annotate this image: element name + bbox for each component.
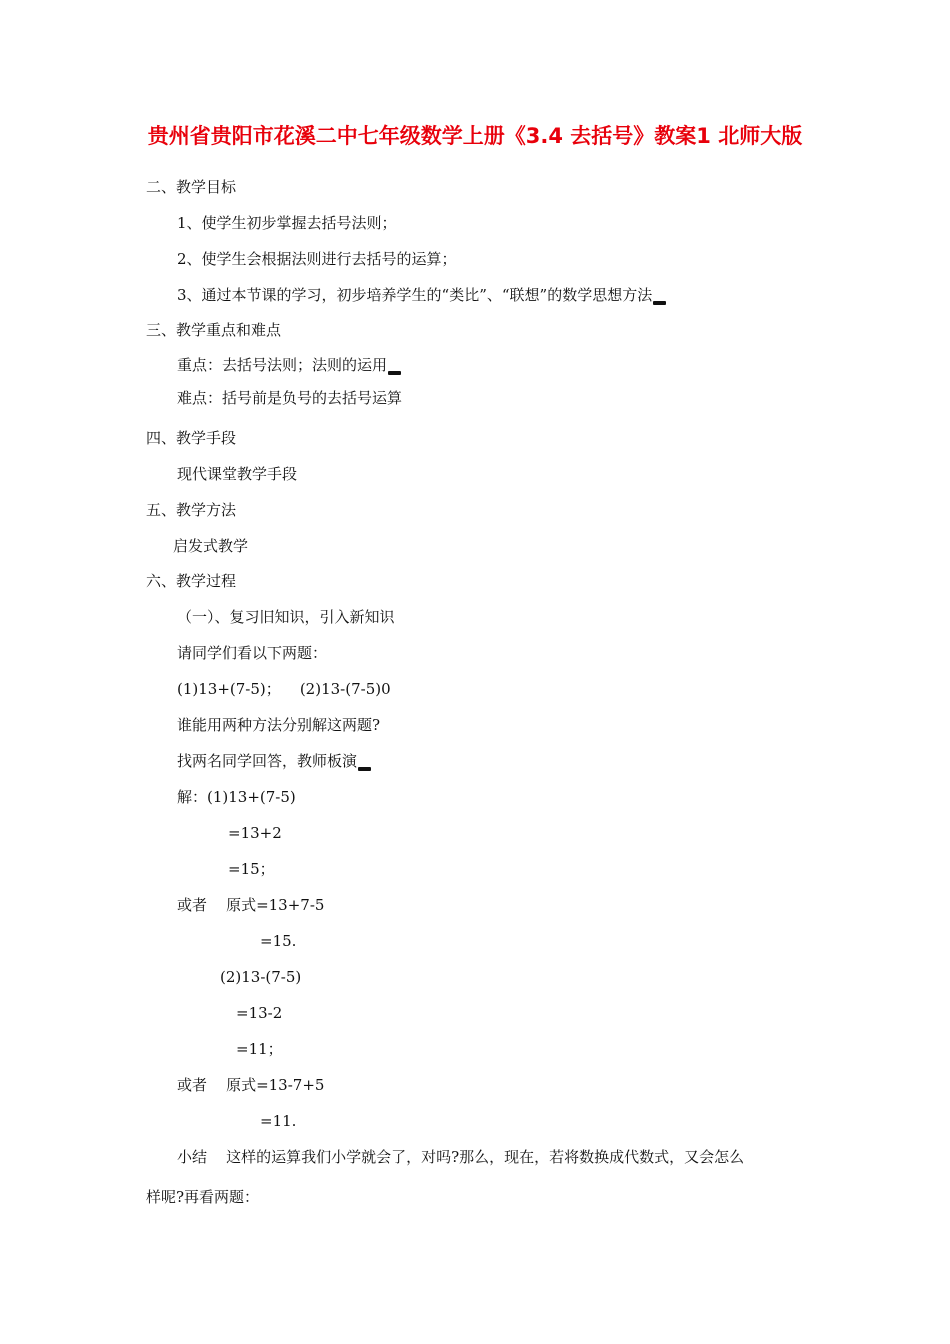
process-line: 解：(1)13+(7-5) (177, 788, 296, 806)
ink-mark-icon (653, 301, 666, 305)
process-line: =13-2 (236, 1004, 283, 1022)
section-heading-process: 六、教学过程 (146, 572, 237, 590)
ink-mark-icon (358, 767, 371, 771)
section-heading-focus: 三、教学重点和难点 (146, 321, 282, 339)
section-heading-goals: 二、教学目标 (146, 178, 237, 196)
focus-key-wrap (177, 355, 401, 375)
ink-mark-icon (388, 371, 401, 375)
process-line: =15. (260, 932, 297, 950)
goal-item-1: 1、使学生初步掌握去括号法则； (177, 214, 397, 232)
process-line: 或者 原式=13-7+5 (177, 1076, 325, 1094)
process-line: =11. (260, 1112, 297, 1130)
process-line: =13+2 (228, 824, 282, 842)
section-heading-means: 四、教学手段 (146, 429, 237, 447)
summary-line-1: 小结 这样的运算我们小学就会了，对吗?那么，现在，若将数换成代数式，又会怎么 (177, 1148, 745, 1166)
method-content: 启发式教学 (173, 537, 249, 555)
goal-item-3: 3、通过本节课的学习，初步培养学生的“类比”、“联想”的数学思想方法 (177, 286, 653, 304)
process-line: (1)13+(7-5)； (2)13-(7-5)0 (177, 680, 391, 698)
process-line: 谁能用两种方法分别解这两题? (177, 716, 381, 734)
process-line: 或者 原式=13+7-5 (177, 896, 325, 914)
goal-item-2: 2、使学生会根据法则进行去括号的运算； (177, 250, 457, 268)
process-line-wrap (177, 751, 371, 771)
process-line: =15； (228, 860, 275, 878)
process-line: =11； (236, 1040, 283, 1058)
section-heading-method: 五、教学方法 (146, 501, 237, 519)
process-subheading: （一）、复习旧知识，引入新知识 (177, 608, 395, 626)
focus-key: 重点：去括号法则；法则的运用 (177, 356, 388, 374)
goal-item-3-wrap (177, 285, 666, 305)
process-line: 找两名同学回答，教师板演 (177, 752, 358, 770)
focus-difficult: 难点：括号前是负号的去括号运算 (177, 389, 403, 407)
process-line: 请同学们看以下两题： (177, 644, 328, 662)
page-title: 贵州省贵阳市花溪二中七年级数学上册《3.4 去括号》教案1 北师大版 (147, 124, 803, 148)
summary-line-2: 样呢?再看两题： (146, 1188, 260, 1206)
process-line: (2)13-(7-5) (220, 968, 302, 986)
means-content: 现代课堂教学手段 (177, 465, 298, 483)
